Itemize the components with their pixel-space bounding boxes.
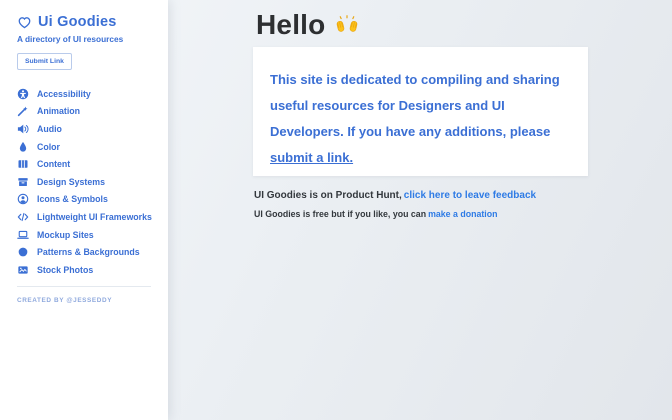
columns-icon — [17, 158, 29, 170]
submit-a-link[interactable]: submit a link. — [270, 150, 354, 165]
page-title — [256, 9, 588, 41]
sidebar-item-label: Stock Photos — [37, 264, 94, 275]
created-by-text: CREATED BY @JESSEDDY — [17, 296, 113, 304]
product-hunt-text: UI Goodies is on Product Hunt, — [254, 190, 402, 201]
sidebar-item-label: Audio — [37, 123, 62, 134]
raising-hands-icon — [334, 14, 360, 37]
sidebar-item-label: Design Systems — [37, 176, 105, 187]
code-icon — [17, 211, 29, 223]
product-hunt-line — [254, 190, 588, 201]
heart-icon — [17, 15, 32, 30]
sidebar-item-label: Mockup Sites — [37, 229, 94, 240]
sidebar-item-stock-photos[interactable] — [17, 261, 151, 279]
filled-circle-icon — [17, 246, 29, 258]
sidebar-item-accessibility[interactable] — [17, 85, 151, 103]
sidebar-item-label: Patterns & Backgrounds — [37, 247, 140, 258]
submit-link-button[interactable]: Submit Link — [17, 53, 72, 70]
sidebar-nav — [17, 85, 151, 279]
sidebar-item-animation[interactable] — [17, 103, 151, 121]
tagline: A directory of UI resources — [17, 34, 124, 44]
greeting-text: Hello — [256, 9, 326, 40]
sidebar-item-mockup-sites[interactable] — [17, 226, 151, 244]
intro-paragraph — [270, 67, 571, 171]
sidebar-item-label: Animation — [37, 106, 81, 117]
donation-link[interactable]: make a donation — [428, 209, 498, 219]
accessibility-icon — [17, 88, 29, 100]
sidebar-item-patterns-backgrounds[interactable] — [17, 243, 151, 261]
sidebar-item-content[interactable] — [17, 155, 151, 173]
sidebar-divider — [17, 286, 151, 287]
sidebar-item-color[interactable] — [17, 138, 151, 156]
sidebar-item-label: Color — [37, 141, 60, 152]
sidebar-item-design-systems[interactable] — [17, 173, 151, 191]
user-circle-icon — [17, 193, 29, 205]
main-content — [253, 0, 588, 219]
logo-title: Ui Goodies — [38, 14, 117, 30]
intro-text: This site is dedicated to compiling and sharing useful resources for Designers and UI Developers. If you have any additions, please — [270, 72, 560, 139]
feedback-link[interactable]: click here to leave feedback — [403, 190, 537, 201]
logo[interactable] — [17, 14, 151, 30]
sidebar-item-label: Lightweight UI Frameworks — [37, 211, 152, 222]
sidebar-item-icons-symbols[interactable] — [17, 191, 151, 209]
photo-icon — [17, 264, 29, 276]
donation-line — [254, 209, 588, 219]
droplet-icon — [17, 141, 29, 153]
donation-text: UI Goodies is free but if you like, you can — [254, 209, 427, 219]
sidebar-item-lightweight-ui-frameworks[interactable] — [17, 208, 151, 226]
laptop-icon — [17, 229, 29, 241]
sidebar-item-label: Icons & Symbols — [37, 194, 108, 205]
sidebar-item-audio[interactable] — [17, 120, 151, 138]
archive-icon — [17, 176, 29, 188]
sidebar-item-label: Content — [37, 159, 71, 170]
speaker-icon — [17, 123, 29, 135]
magic-wand-icon — [17, 105, 29, 117]
sidebar — [0, 0, 168, 420]
sidebar-item-label: Accessibility — [37, 88, 91, 99]
intro-card — [253, 47, 588, 176]
